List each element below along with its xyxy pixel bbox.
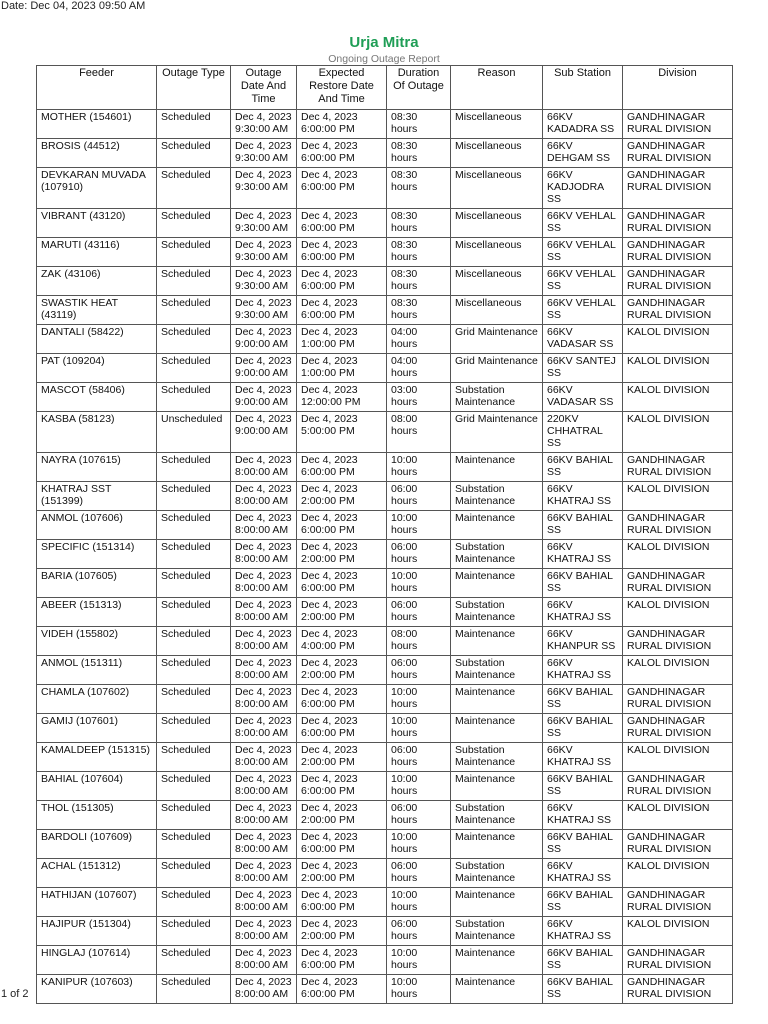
restore-date-cell: Dec 4, 2023 6:00:00 PM [297,685,387,714]
restore-date-cell: Dec 4, 2023 6:00:00 PM [297,888,387,917]
outage-date-cell: Dec 4, 2023 8:00:00 AM [231,453,297,482]
duration-cell: 08:30 hours [387,139,451,168]
outage-date-cell: Dec 4, 2023 8:00:00 AM [231,830,297,859]
outage-type-cell: Scheduled [157,482,231,511]
duration-cell: 10:00 hours [387,685,451,714]
division-cell: GANDHINAGAR RURAL DIVISION [623,267,733,296]
restore-date-cell: Dec 4, 2023 5:00:00 PM [297,412,387,453]
outage-date-cell: Dec 4, 2023 9:30:00 AM [231,139,297,168]
feeder-cell: ZAK (43106) [37,267,157,296]
restore-date-cell: Dec 4, 2023 6:00:00 PM [297,511,387,540]
outage-type-cell: Scheduled [157,168,231,209]
table-row [37,598,733,627]
table-row [37,627,733,656]
sub-station-cell: 66KV SANTEJ SS [543,354,623,383]
column-header-feeder: Feeder [37,66,157,110]
reason-cell: Maintenance [451,830,543,859]
division-cell: GANDHINAGAR RURAL DIVISION [623,139,733,168]
sub-station-cell: 66KV BAHIAL SS [543,946,623,975]
duration-cell: 10:00 hours [387,830,451,859]
division-cell: GANDHINAGAR RURAL DIVISION [623,946,733,975]
restore-date-cell: Dec 4, 2023 2:00:00 PM [297,743,387,772]
feeder-cell: ACHAL (151312) [37,859,157,888]
table-row [37,482,733,511]
column-header-duration: Duration Of Outage [387,66,451,110]
division-cell: KALOL DIVISION [623,598,733,627]
division-cell: KALOL DIVISION [623,743,733,772]
outage-type-cell: Scheduled [157,975,231,1004]
feeder-cell: SWASTIK HEAT (43119) [37,296,157,325]
reason-cell: Substation Maintenance [451,598,543,627]
division-cell: KALOL DIVISION [623,412,733,453]
outage-type-cell: Scheduled [157,685,231,714]
duration-cell: 10:00 hours [387,888,451,917]
outage-type-cell: Scheduled [157,569,231,598]
outage-type-cell: Scheduled [157,917,231,946]
table-row [37,888,733,917]
reason-cell: Miscellaneous [451,238,543,267]
duration-cell: 08:30 hours [387,296,451,325]
table-row [37,267,733,296]
reason-cell: Miscellaneous [451,139,543,168]
table-row [37,383,733,412]
reason-cell: Maintenance [451,714,543,743]
outage-type-cell: Scheduled [157,743,231,772]
sub-station-cell: 66KV KHANPUR SS [543,627,623,656]
reason-cell: Miscellaneous [451,209,543,238]
reason-cell: Maintenance [451,946,543,975]
sub-station-cell: 66KV BAHIAL SS [543,714,623,743]
outage-date-cell: Dec 4, 2023 8:00:00 AM [231,685,297,714]
table-row [37,946,733,975]
outage-type-cell: Scheduled [157,383,231,412]
feeder-cell: CHAMLA (107602) [37,685,157,714]
column-header-outage-date: Outage Date And Time [231,66,297,110]
feeder-cell: DEVKARAN MUVADA (107910) [37,168,157,209]
column-header-division: Division [623,66,733,110]
division-cell: GANDHINAGAR RURAL DIVISION [623,975,733,1004]
duration-cell: 08:30 hours [387,168,451,209]
restore-date-cell: Dec 4, 2023 1:00:00 PM [297,354,387,383]
duration-cell: 06:00 hours [387,482,451,511]
sub-station-cell: 66KV VEHLAL SS [543,238,623,267]
duration-cell: 08:30 hours [387,238,451,267]
feeder-cell: VIBRANT (43120) [37,209,157,238]
table-row [37,238,733,267]
sub-station-cell: 66KV KADADRA SS [543,110,623,139]
division-cell: GANDHINAGAR RURAL DIVISION [623,168,733,209]
outage-type-cell: Scheduled [157,139,231,168]
page-number: 1 of 2 [1,988,29,1000]
outage-type-cell: Scheduled [157,110,231,139]
table-body [37,110,733,1004]
feeder-cell: NAYRA (107615) [37,453,157,482]
outage-type-cell: Scheduled [157,540,231,569]
column-header-sub-station: Sub Station [543,66,623,110]
sub-station-cell: 66KV KHATRAJ SS [543,482,623,511]
table-row [37,168,733,209]
outage-type-cell: Scheduled [157,453,231,482]
outage-type-cell: Scheduled [157,238,231,267]
outage-date-cell: Dec 4, 2023 9:00:00 AM [231,354,297,383]
sub-station-cell: 66KV VADASAR SS [543,325,623,354]
reason-cell: Maintenance [451,772,543,801]
outage-date-cell: Dec 4, 2023 8:00:00 AM [231,714,297,743]
sub-station-cell: 66KV BAHIAL SS [543,569,623,598]
print-date: Date: Dec 04, 2023 09:50 AM [1,0,146,12]
table-row [37,412,733,453]
sub-station-cell: 66KV BAHIAL SS [543,453,623,482]
table-row [37,714,733,743]
table-row [37,511,733,540]
outage-date-cell: Dec 4, 2023 8:00:00 AM [231,801,297,830]
sub-station-cell: 66KV BAHIAL SS [543,685,623,714]
restore-date-cell: Dec 4, 2023 6:00:00 PM [297,453,387,482]
outage-type-cell: Scheduled [157,656,231,685]
outage-type-cell: Scheduled [157,267,231,296]
reason-cell: Miscellaneous [451,296,543,325]
column-header-outage-type: Outage Type [157,66,231,110]
restore-date-cell: Dec 4, 2023 2:00:00 PM [297,482,387,511]
division-cell: KALOL DIVISION [623,354,733,383]
duration-cell: 06:00 hours [387,801,451,830]
duration-cell: 06:00 hours [387,656,451,685]
duration-cell: 08:30 hours [387,209,451,238]
sub-station-cell: 66KV VEHLAL SS [543,267,623,296]
table-row [37,354,733,383]
division-cell: KALOL DIVISION [623,482,733,511]
outage-date-cell: Dec 4, 2023 8:00:00 AM [231,743,297,772]
outage-type-cell: Scheduled [157,830,231,859]
duration-cell: 06:00 hours [387,743,451,772]
feeder-cell: SPECIFIC (151314) [37,540,157,569]
table-row [37,975,733,1004]
feeder-cell: ABEER (151313) [37,598,157,627]
sub-station-cell: 66KV KHATRAJ SS [543,859,623,888]
outage-date-cell: Dec 4, 2023 8:00:00 AM [231,888,297,917]
table-row [37,110,733,139]
outage-date-cell: Dec 4, 2023 9:30:00 AM [231,296,297,325]
outage-date-cell: Dec 4, 2023 8:00:00 AM [231,656,297,685]
duration-cell: 03:00 hours [387,383,451,412]
outage-date-cell: Dec 4, 2023 8:00:00 AM [231,540,297,569]
duration-cell: 10:00 hours [387,511,451,540]
reason-cell: Miscellaneous [451,168,543,209]
feeder-cell: BARIA (107605) [37,569,157,598]
outage-type-cell: Unscheduled [157,412,231,453]
reason-cell: Grid Maintenance [451,354,543,383]
duration-cell: 08:00 hours [387,412,451,453]
reason-cell: Substation Maintenance [451,859,543,888]
division-cell: GANDHINAGAR RURAL DIVISION [623,569,733,598]
header-row [37,66,733,110]
restore-date-cell: Dec 4, 2023 2:00:00 PM [297,859,387,888]
division-cell: GANDHINAGAR RURAL DIVISION [623,888,733,917]
restore-date-cell: Dec 4, 2023 2:00:00 PM [297,917,387,946]
reason-cell: Maintenance [451,569,543,598]
sub-station-cell: 66KV BAHIAL SS [543,511,623,540]
division-cell: GANDHINAGAR RURAL DIVISION [623,772,733,801]
reason-cell: Maintenance [451,453,543,482]
feeder-cell: THOL (151305) [37,801,157,830]
restore-date-cell: Dec 4, 2023 6:00:00 PM [297,168,387,209]
division-cell: KALOL DIVISION [623,540,733,569]
duration-cell: 06:00 hours [387,540,451,569]
outage-date-cell: Dec 4, 2023 9:30:00 AM [231,238,297,267]
feeder-cell: ANMOL (151311) [37,656,157,685]
restore-date-cell: Dec 4, 2023 6:00:00 PM [297,139,387,168]
restore-date-cell: Dec 4, 2023 6:00:00 PM [297,110,387,139]
feeder-cell: ANMOL (107606) [37,511,157,540]
reason-cell: Substation Maintenance [451,801,543,830]
table-row [37,296,733,325]
duration-cell: 10:00 hours [387,453,451,482]
duration-cell: 10:00 hours [387,714,451,743]
feeder-cell: HAJIPUR (151304) [37,917,157,946]
table-row [37,917,733,946]
sub-station-cell: 66KV KHATRAJ SS [543,598,623,627]
table-row [37,685,733,714]
feeder-cell: KAMALDEEP (151315) [37,743,157,772]
outage-type-cell: Scheduled [157,859,231,888]
restore-date-cell: Dec 4, 2023 6:00:00 PM [297,209,387,238]
outage-date-cell: Dec 4, 2023 9:30:00 AM [231,209,297,238]
duration-cell: 06:00 hours [387,917,451,946]
table-row [37,325,733,354]
division-cell: GANDHINAGAR RURAL DIVISION [623,296,733,325]
column-header-restore-date: Expected Restore Date And Time [297,66,387,110]
division-cell: GANDHINAGAR RURAL DIVISION [623,714,733,743]
feeder-cell: BROSIS (44512) [37,139,157,168]
duration-cell: 06:00 hours [387,598,451,627]
division-cell: GANDHINAGAR RURAL DIVISION [623,209,733,238]
outage-date-cell: Dec 4, 2023 8:00:00 AM [231,859,297,888]
outage-type-cell: Scheduled [157,209,231,238]
outage-date-cell: Dec 4, 2023 9:00:00 AM [231,412,297,453]
feeder-cell: GAMIJ (107601) [37,714,157,743]
reason-cell: Maintenance [451,627,543,656]
duration-cell: 10:00 hours [387,975,451,1004]
division-cell: KALOL DIVISION [623,859,733,888]
table-row [37,830,733,859]
sub-station-cell: 66KV BAHIAL SS [543,772,623,801]
sub-station-cell: 66KV KHATRAJ SS [543,801,623,830]
outage-date-cell: Dec 4, 2023 9:30:00 AM [231,110,297,139]
feeder-cell: KANIPUR (107603) [37,975,157,1004]
table-row [37,743,733,772]
restore-date-cell: Dec 4, 2023 6:00:00 PM [297,946,387,975]
restore-date-cell: Dec 4, 2023 2:00:00 PM [297,540,387,569]
restore-date-cell: Dec 4, 2023 2:00:00 PM [297,598,387,627]
feeder-cell: KHATRAJ SST (151399) [37,482,157,511]
table-row [37,540,733,569]
reason-cell: Maintenance [451,685,543,714]
restore-date-cell: Dec 4, 2023 6:00:00 PM [297,830,387,859]
feeder-cell: HINGLAJ (107614) [37,946,157,975]
reason-cell: Grid Maintenance [451,325,543,354]
table-row [37,801,733,830]
division-cell: KALOL DIVISION [623,325,733,354]
sub-station-cell: 66KV KADJODRA SS [543,168,623,209]
division-cell: KALOL DIVISION [623,917,733,946]
restore-date-cell: Dec 4, 2023 12:00:00 PM [297,383,387,412]
restore-date-cell: Dec 4, 2023 6:00:00 PM [297,267,387,296]
reason-cell: Substation Maintenance [451,917,543,946]
outage-type-cell: Scheduled [157,714,231,743]
sub-station-cell: 66KV VADASAR SS [543,383,623,412]
duration-cell: 08:00 hours [387,627,451,656]
reason-cell: Grid Maintenance [451,412,543,453]
division-cell: GANDHINAGAR RURAL DIVISION [623,830,733,859]
reason-cell: Miscellaneous [451,110,543,139]
duration-cell: 08:30 hours [387,110,451,139]
outage-date-cell: Dec 4, 2023 9:00:00 AM [231,325,297,354]
division-cell: GANDHINAGAR RURAL DIVISION [623,110,733,139]
sub-station-cell: 66KV KHATRAJ SS [543,540,623,569]
table-row [37,859,733,888]
outage-date-cell: Dec 4, 2023 8:00:00 AM [231,946,297,975]
sub-station-cell: 66KV BAHIAL SS [543,888,623,917]
restore-date-cell: Dec 4, 2023 6:00:00 PM [297,296,387,325]
division-cell: GANDHINAGAR RURAL DIVISION [623,238,733,267]
feeder-cell: MASCOT (58406) [37,383,157,412]
sub-station-cell: 66KV BAHIAL SS [543,830,623,859]
sub-station-cell: 66KV KHATRAJ SS [543,656,623,685]
restore-date-cell: Dec 4, 2023 6:00:00 PM [297,975,387,1004]
feeder-cell: HATHIJAN (107607) [37,888,157,917]
reason-cell: Miscellaneous [451,267,543,296]
division-cell: GANDHINAGAR RURAL DIVISION [623,685,733,714]
sub-station-cell: 66KV KHATRAJ SS [543,743,623,772]
division-cell: GANDHINAGAR RURAL DIVISION [623,627,733,656]
feeder-cell: MOTHER (154601) [37,110,157,139]
report-title: Urja Mitra [349,34,419,51]
feeder-cell: KASBA (58123) [37,412,157,453]
table-row [37,209,733,238]
table-row [37,569,733,598]
outage-type-cell: Scheduled [157,627,231,656]
outage-date-cell: Dec 4, 2023 8:00:00 AM [231,598,297,627]
division-cell: KALOL DIVISION [623,801,733,830]
outage-date-cell: Dec 4, 2023 8:00:00 AM [231,975,297,1004]
outage-type-cell: Scheduled [157,354,231,383]
division-cell: GANDHINAGAR RURAL DIVISION [623,453,733,482]
division-cell: KALOL DIVISION [623,383,733,412]
feeder-cell: MARUTI (43116) [37,238,157,267]
reason-cell: Maintenance [451,975,543,1004]
sub-station-cell: 220KV CHHATRAL SS [543,412,623,453]
feeder-cell: BAHIAL (107604) [37,772,157,801]
table-row [37,772,733,801]
division-cell: GANDHINAGAR RURAL DIVISION [623,511,733,540]
reason-cell: Substation Maintenance [451,540,543,569]
feeder-cell: DANTALI (58422) [37,325,157,354]
outage-type-cell: Scheduled [157,801,231,830]
restore-date-cell: Dec 4, 2023 4:00:00 PM [297,627,387,656]
sub-station-cell: 66KV KHATRAJ SS [543,917,623,946]
restore-date-cell: Dec 4, 2023 6:00:00 PM [297,569,387,598]
duration-cell: 08:30 hours [387,267,451,296]
restore-date-cell: Dec 4, 2023 6:00:00 PM [297,772,387,801]
outage-date-cell: Dec 4, 2023 8:00:00 AM [231,482,297,511]
outage-date-cell: Dec 4, 2023 9:00:00 AM [231,383,297,412]
sub-station-cell: 66KV VEHLAL SS [543,209,623,238]
outage-date-cell: Dec 4, 2023 8:00:00 AM [231,569,297,598]
outage-type-cell: Scheduled [157,772,231,801]
sub-station-cell: 66KV DEHGAM SS [543,139,623,168]
table-row [37,139,733,168]
feeder-cell: BARDOLI (107609) [37,830,157,859]
duration-cell: 06:00 hours [387,859,451,888]
table-row [37,656,733,685]
reason-cell: Maintenance [451,888,543,917]
outage-date-cell: Dec 4, 2023 8:00:00 AM [231,917,297,946]
outage-type-cell: Scheduled [157,511,231,540]
restore-date-cell: Dec 4, 2023 6:00:00 PM [297,238,387,267]
outage-date-cell: Dec 4, 2023 8:00:00 AM [231,772,297,801]
outage-type-cell: Scheduled [157,598,231,627]
outage-date-cell: Dec 4, 2023 9:30:00 AM [231,267,297,296]
outage-type-cell: Scheduled [157,946,231,975]
restore-date-cell: Dec 4, 2023 1:00:00 PM [297,325,387,354]
outage-date-cell: Dec 4, 2023 9:30:00 AM [231,168,297,209]
sub-station-cell: 66KV BAHIAL SS [543,975,623,1004]
report-subtitle: Ongoing Outage Report [328,53,440,65]
duration-cell: 10:00 hours [387,946,451,975]
duration-cell: 10:00 hours [387,569,451,598]
restore-date-cell: Dec 4, 2023 6:00:00 PM [297,714,387,743]
sub-station-cell: 66KV VEHLAL SS [543,296,623,325]
outage-date-cell: Dec 4, 2023 8:00:00 AM [231,511,297,540]
division-cell: KALOL DIVISION [623,656,733,685]
outage-date-cell: Dec 4, 2023 8:00:00 AM [231,627,297,656]
reason-cell: Substation Maintenance [451,383,543,412]
outage-type-cell: Scheduled [157,325,231,354]
duration-cell: 10:00 hours [387,772,451,801]
restore-date-cell: Dec 4, 2023 2:00:00 PM [297,656,387,685]
restore-date-cell: Dec 4, 2023 2:00:00 PM [297,801,387,830]
reason-cell: Maintenance [451,511,543,540]
outage-type-cell: Scheduled [157,296,231,325]
reason-cell: Substation Maintenance [451,743,543,772]
duration-cell: 04:00 hours [387,354,451,383]
reason-cell: Substation Maintenance [451,482,543,511]
table-row [37,453,733,482]
feeder-cell: PAT (109204) [37,354,157,383]
outage-table [36,65,733,1004]
column-header-reason: Reason [451,66,543,110]
outage-type-cell: Scheduled [157,888,231,917]
duration-cell: 04:00 hours [387,325,451,354]
reason-cell: Substation Maintenance [451,656,543,685]
feeder-cell: VIDEH (155802) [37,627,157,656]
